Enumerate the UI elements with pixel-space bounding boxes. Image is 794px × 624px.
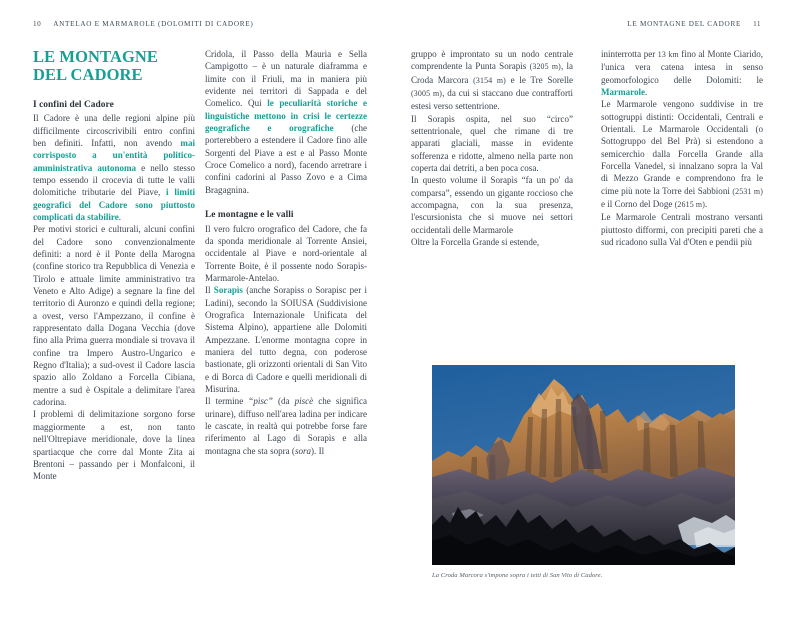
- elevation-value: (3205 m): [529, 62, 561, 72]
- paragraph: [205, 395, 367, 457]
- text-run: , da cui si staccano due contrafforti estesi verso settentrione.: [411, 88, 573, 112]
- paragraph: [411, 48, 573, 113]
- text-column-4: [601, 48, 763, 249]
- text-run: Il termine: [205, 396, 249, 407]
- italic-run: sora: [294, 445, 312, 456]
- text-column-3: [411, 48, 573, 249]
- text-run: e il Corno del Doge: [601, 199, 675, 210]
- page-title: [33, 48, 195, 85]
- paragraph: [33, 112, 195, 223]
- running-head-left: [33, 20, 253, 28]
- text-run: e nello stesso tempo essendo il crocevia di tutte le valli dolomitiche tributarie del Piave,: [33, 162, 195, 198]
- text-run: Il: [205, 285, 214, 296]
- paragraph: [601, 48, 763, 98]
- text-column-1: [33, 48, 195, 483]
- highlight-run: Sorapìs: [213, 285, 243, 296]
- text-run: , la Croda Marcora: [411, 61, 573, 85]
- paragraph: In questo volume il Sorapìs “fa un po' da comparsa”, essendo un gigante roccioso che accompagna, con la sua presenza, l'escursionista che si muove nei settori occidentali delle Marmarole: [411, 175, 573, 235]
- text-run: .: [704, 199, 708, 210]
- text-run: Cridola, il Passo della Mauria e Sella Campigotto – è un naturale diaframma e limite con il Friuli, ma in maniera più evidente nei territori di Sappada e del Comelico. Qui: [205, 49, 367, 109]
- paragraph: [205, 284, 367, 395]
- italic-run: piscè: [294, 396, 314, 407]
- highlight-run: le peculiarità storiche e linguistiche mettono in crisi le certezze geografiche e orografiche: [205, 98, 367, 134]
- text-column-2: [205, 48, 367, 457]
- mountain-photo-illustration: [432, 365, 735, 565]
- paragraph: I problemi di delimitazione sorgono forse maggiormente a est, non tanto nell'Oltrepiave meridionale, dove la linea spartiacque che corre dal Monte Zita ai Brentoni – passando per i Monfalconi, il Monte: [33, 409, 195, 482]
- text-run: (che porterebbero a estendere il Cadore fino alle Sorgenti del Piave a est e al Passo Monte Croce Comelico a nord), facendo arretrare i confini cadorini al Passo Zovo e a Cima Bragagnina.: [205, 123, 367, 195]
- paragraph: [205, 48, 367, 196]
- text-run: gruppo è improntato su un nodo centrale comprendente la Punta Sorapìs: [411, 49, 573, 72]
- elevation-value: (3154 m): [473, 75, 506, 85]
- highlight-run: i limiti geografici del Cadore sono piuttosto complicati da stabilire: [33, 187, 195, 222]
- distance-value: 13 km: [657, 50, 679, 59]
- text-run: e le Tre Sorelle: [505, 74, 573, 85]
- headline-line-2: DEL CADORE: [33, 65, 143, 85]
- elevation-value: (3005 m): [411, 89, 443, 99]
- text-run: (anche Sorapiss o Sorapisc per i Ladini), secondo la SOIUSA (Suddivisione Orografica Internazionale Unificata del Sistema Alpino), appartiene alle Dolomiti Ampezzane. L'enorme montagna copre in maniera del tutto degna, con poderose bastionate, gli orizzonti orientali di San Vito e di Borca di Cadore e quelli meridionali di Misurina.: [205, 285, 367, 394]
- elevation-value: (2615 m): [674, 200, 705, 210]
- running-head-right: [627, 20, 761, 28]
- text-run: che significa urinare), diffuso nell'area ladina per indicare le cascate, in realtà qui potrebbe forse fare riferimento al Lago di Sorapìs e alla montagna che sta sopra (: [205, 396, 368, 456]
- text-run: ininterrotta per: [601, 49, 658, 59]
- folio-left: 10: [33, 20, 42, 28]
- text-run: (da: [272, 396, 295, 407]
- mountain-photo: [432, 365, 735, 565]
- figure-caption: La Croda Marcora s'impone sopra i tetti di San Vito di Cadore.: [432, 572, 603, 579]
- text-run: .: [118, 211, 122, 222]
- paragraph: Per motivi storici e culturali, alcuni confini del Cadore sono convenzionalmente definiti: a nord è il Ponte della Marogna (confine storico tra Repubblica di Venezia e Tirolo e attuale limite amministrativo tra Veneto e Alto Adige) a segnare la fine del territorio di Auronzo e quindi della regione; a ovest, verso l'Ampezzano, il confine è rappresentato dalla Dogana Vecchia (dove fino alla Prima guerra mondiale si trovava il confine tra Impero Austro-Ungarico e Regno d'Italia); a sud-ovest il Cadore lascia spazio allo Zoldano a Forcella Cibiana, mentre a sud è Ospitale a delimitare l'area cadorina.: [33, 224, 195, 408]
- text-run: fino al Monte Ciarido, l'unica vera catena intesa in senso geomorfologico delle Dolomiti: le: [601, 49, 763, 85]
- section-heading-montagne: Le montagne e le valli: [205, 210, 294, 221]
- text-run: .: [645, 87, 648, 98]
- paragraph: Le Marmarole Centrali mostrano versanti piuttosto difformi, con precipiti pareti che a sud ricadono sulla Val d'Oten e pendii più: [601, 212, 763, 248]
- highlight-run: mai corrisposto a un'entità politico-amministrativa autonoma: [33, 137, 195, 173]
- italic-run: “pisc”: [248, 396, 273, 407]
- paragraph: Oltre la Forcella Grande si estende,: [411, 237, 540, 248]
- paragraph: [601, 98, 763, 211]
- elevation-value: (2531 m): [732, 186, 763, 196]
- folio-right: 11: [753, 20, 761, 28]
- highlight-run: Marmarole: [601, 87, 646, 98]
- running-head-right-title: LE MONTAGNE DEL CADORE: [627, 20, 742, 28]
- paragraph: Il Sorapìs ospita, nel suo “circo” settentrionale, quel che rimane di tre apparati glaciali, masse in evidente sofferenza e ridotte, almeno nella parte non coperta dai detriti, a ben poca cosa.: [411, 113, 573, 174]
- text-run: Il Cadore è una delle regioni alpine più difficilmente circoscrivibili entro confini ben definiti. Infatti, non avendo: [33, 113, 195, 148]
- text-run: Le Marmarole vengono suddivise in tre sottogruppi distinti: Occidentali, Centrali e Orientali. Le Marmarole Occidentali (o Sottogruppo del Bel Prà) si estendono a semicerchio dalla Forcella Grande alla Forcella Vanedel, si innalzano sopra la Val di Mezzo Grande e comprendono fra le cime più note la Torre dei Sabbioni: [601, 99, 763, 196]
- paragraph: Il vero fulcro orografico del Cadore, che fa da sponda meridionale al Torrente Ansiei, occidentale al Piave e nord-orientale al Torrente Boite, è il possente nodo Sorapìs-Marmarole-Antelao.: [205, 223, 367, 283]
- section-heading-confini: I confini del Cadore: [33, 99, 114, 110]
- text-run: ). Il: [311, 445, 325, 456]
- headline-line-1: LE MONTAGNE: [33, 47, 159, 66]
- running-head-left-title: ANTELAO E MARMAROLE (DOLOMITI DI CADORE): [53, 20, 254, 28]
